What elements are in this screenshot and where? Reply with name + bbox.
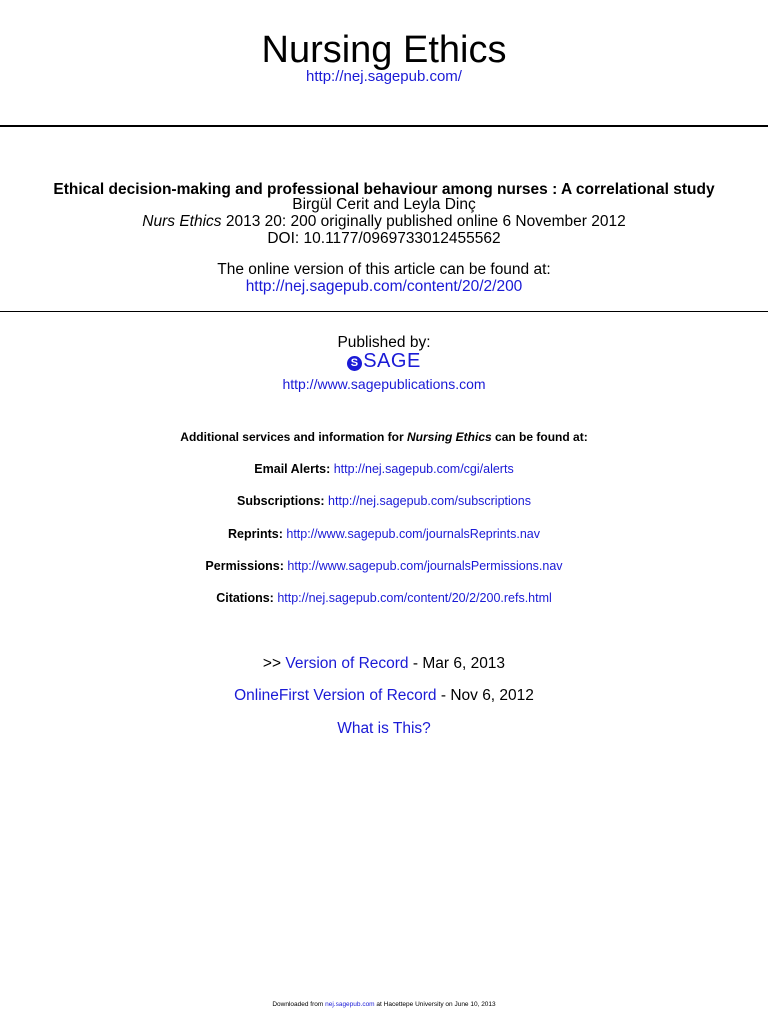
services-heading	[0, 430, 768, 445]
sage-logo[interactable]	[0, 350, 768, 372]
services-heading-prefix: Additional services and information for	[180, 430, 407, 444]
version-of-record	[0, 655, 768, 673]
service-label: Subscriptions:	[237, 494, 325, 508]
article-doi: DOI: 10.1177/0969733012455562	[267, 230, 501, 247]
service-email-alerts	[0, 462, 768, 477]
service-label: Reprints:	[228, 527, 283, 541]
journal-url-link[interactable]: http://nej.sagepub.com/	[306, 68, 462, 85]
service-label: Permissions:	[205, 559, 284, 573]
footer-prefix: Downloaded from	[272, 1001, 326, 1008]
what-is-this-link[interactable]: What is This?	[337, 720, 431, 737]
service-link[interactable]: http://www.sagepub.com/journalsPermissions.nav	[287, 559, 563, 573]
service-reprints	[0, 527, 768, 542]
citation-journal: Nurs Ethics	[142, 213, 222, 230]
service-label: Citations:	[216, 591, 274, 605]
online-first-version-date: - Nov 6, 2012	[436, 687, 534, 704]
service-subscriptions	[0, 494, 768, 509]
service-permissions	[0, 559, 768, 574]
service-label: Email Alerts:	[254, 462, 331, 476]
service-link[interactable]: http://nej.sagepub.com/content/20/2/200.refs.html	[277, 591, 552, 605]
top-divider	[0, 125, 768, 127]
online-first-version	[0, 687, 768, 705]
sage-logo-text: SAGE	[363, 350, 421, 372]
online-version-link[interactable]: http://nej.sagepub.com/content/20/2/200	[245, 278, 523, 295]
services-heading-journal: Nursing Ethics	[407, 430, 492, 444]
online-version-text: The online version of this article can be found at:	[217, 261, 551, 278]
service-link[interactable]: http://nej.sagepub.com/subscriptions	[328, 494, 531, 508]
published-by-label: Published by:	[337, 334, 431, 351]
journal-title: Nursing Ethics	[261, 29, 507, 71]
citation-details: 2013 20: 200 originally published online 6 November 2012	[221, 213, 626, 230]
version-of-record-date: - Mar 6, 2013	[408, 655, 506, 672]
service-link[interactable]: http://nej.sagepub.com/cgi/alerts	[333, 462, 514, 476]
online-first-version-link[interactable]: OnlineFirst Version of Record	[234, 687, 437, 704]
service-link[interactable]: http://www.sagepub.com/journalsReprints.nav	[286, 527, 540, 541]
article-authors: Birgül Cerit and Leyla Dinç	[292, 196, 476, 213]
footer-site-link[interactable]: nej.sagepub.com	[325, 1001, 375, 1008]
service-citations	[0, 591, 768, 606]
sage-logo-icon: S	[347, 356, 362, 371]
footer-suffix: at Hacettepe University on June 10, 2013	[374, 1001, 496, 1008]
middle-divider	[0, 311, 768, 312]
article-title: Ethical decision-making and professional behaviour among nurses : A correlational study	[53, 181, 715, 198]
download-footer	[0, 1001, 768, 1009]
services-heading-suffix: can be found at:	[491, 430, 588, 444]
article-citation	[0, 213, 768, 230]
version-of-record-link[interactable]: Version of Record	[285, 655, 409, 672]
publisher-url-link[interactable]: http://www.sagepublications.com	[282, 376, 486, 392]
version-prefix: >>	[262, 655, 286, 672]
